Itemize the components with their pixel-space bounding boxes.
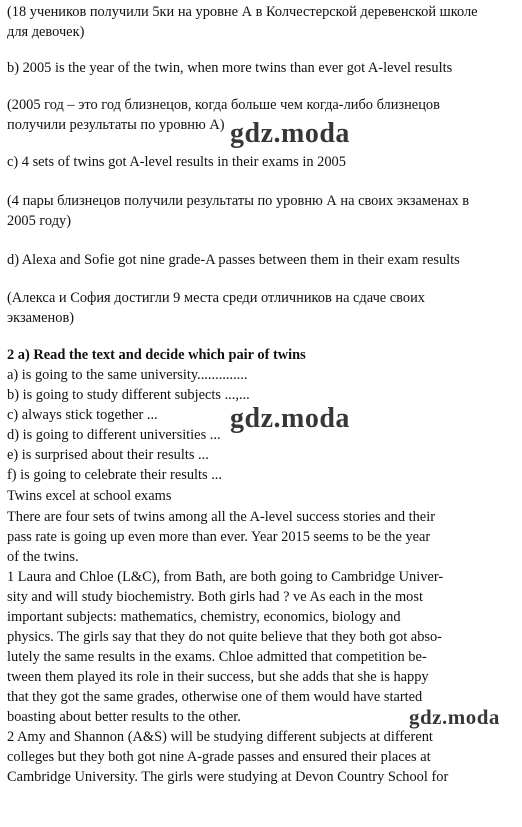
text-line: that they got the same grades, otherwise one of them would have started: [7, 689, 423, 705]
text-line: (4 пары близнецов получили результаты по уровню А на своих экзаменах в: [7, 193, 470, 209]
text-line: d) Alexa and Sofie got nine grade-A passes between them in their exam results: [7, 252, 460, 268]
text-line: important subjects: mathematics, chemistry, economics, biology and: [7, 609, 401, 625]
text-line: b) 2005 is the year of the twin, when more twins than ever got A-level results: [7, 60, 453, 76]
text-line: c) 4 sets of twins got A-level results in their exams in 2005: [7, 154, 346, 170]
text-line: (18 учеников получили 5ки на уровне А в Колчестерской деревенской школе: [7, 4, 478, 20]
watermark: gdz.moda: [230, 403, 350, 434]
text-line: of the twins.: [7, 549, 79, 565]
text-line: physics. The girls say that they do not quite believe that they both got abso-: [7, 629, 442, 645]
question-item: d) is going to different universities ...: [7, 427, 221, 443]
question-item: c) always stick together ...: [7, 407, 158, 423]
text-line: 2005 году): [7, 213, 72, 229]
text-line: 1 Laura and Chloe (L&C), from Bath, are both going to Cambridge Univer-: [7, 569, 444, 585]
text-line: получили результаты по уровню А): [7, 117, 225, 133]
text-line: 2 Amy and Shannon (A&S) will be studying different subjects at different: [7, 729, 433, 745]
article-title: Twins excel at school exams: [7, 488, 172, 504]
text-line: boasting about better results to the other.: [7, 709, 241, 725]
question-item: b) is going to study different subjects ...,...: [7, 387, 250, 403]
question-item: a) is going to the same university..............: [7, 367, 248, 383]
text-line: (2005 год – это год близнецов, когда больше чем когда-либо близнецов: [7, 97, 440, 113]
text-line: lutely the same results in the exams. Chloe admitted that competition be-: [7, 649, 427, 665]
text-line: Cambridge University. The girls were studying at Devon Country School for: [7, 769, 449, 785]
watermark: gdz.moda: [230, 118, 350, 149]
text-line: (Алекса и София достигли 9 места среди отличников на сдаче своих: [7, 290, 425, 306]
question-item: e) is surprised about their results ...: [7, 447, 209, 463]
text-line: pass rate is going up even more than ever. Year 2015 seems to be the year: [7, 529, 431, 545]
text-line: sity and will study biochemistry. Both girls had ? ve As each in the most: [7, 589, 423, 605]
text-line: экзаменов): [7, 310, 75, 326]
question-item: f) is going to celebrate their results ...: [7, 467, 222, 483]
section-heading: 2 а) Read the text and decide which pair of twins: [7, 347, 306, 363]
text-line: There are four sets of twins among all the A-level success stories and their: [7, 509, 435, 525]
text-line: tween them played its role in their success, but she adds that she is happy: [7, 669, 429, 685]
text-line: для девочек): [7, 24, 85, 40]
text-line: colleges but they both got nine A-grade passes and ensured their places at: [7, 749, 431, 765]
watermark: gdz.moda: [409, 705, 500, 729]
